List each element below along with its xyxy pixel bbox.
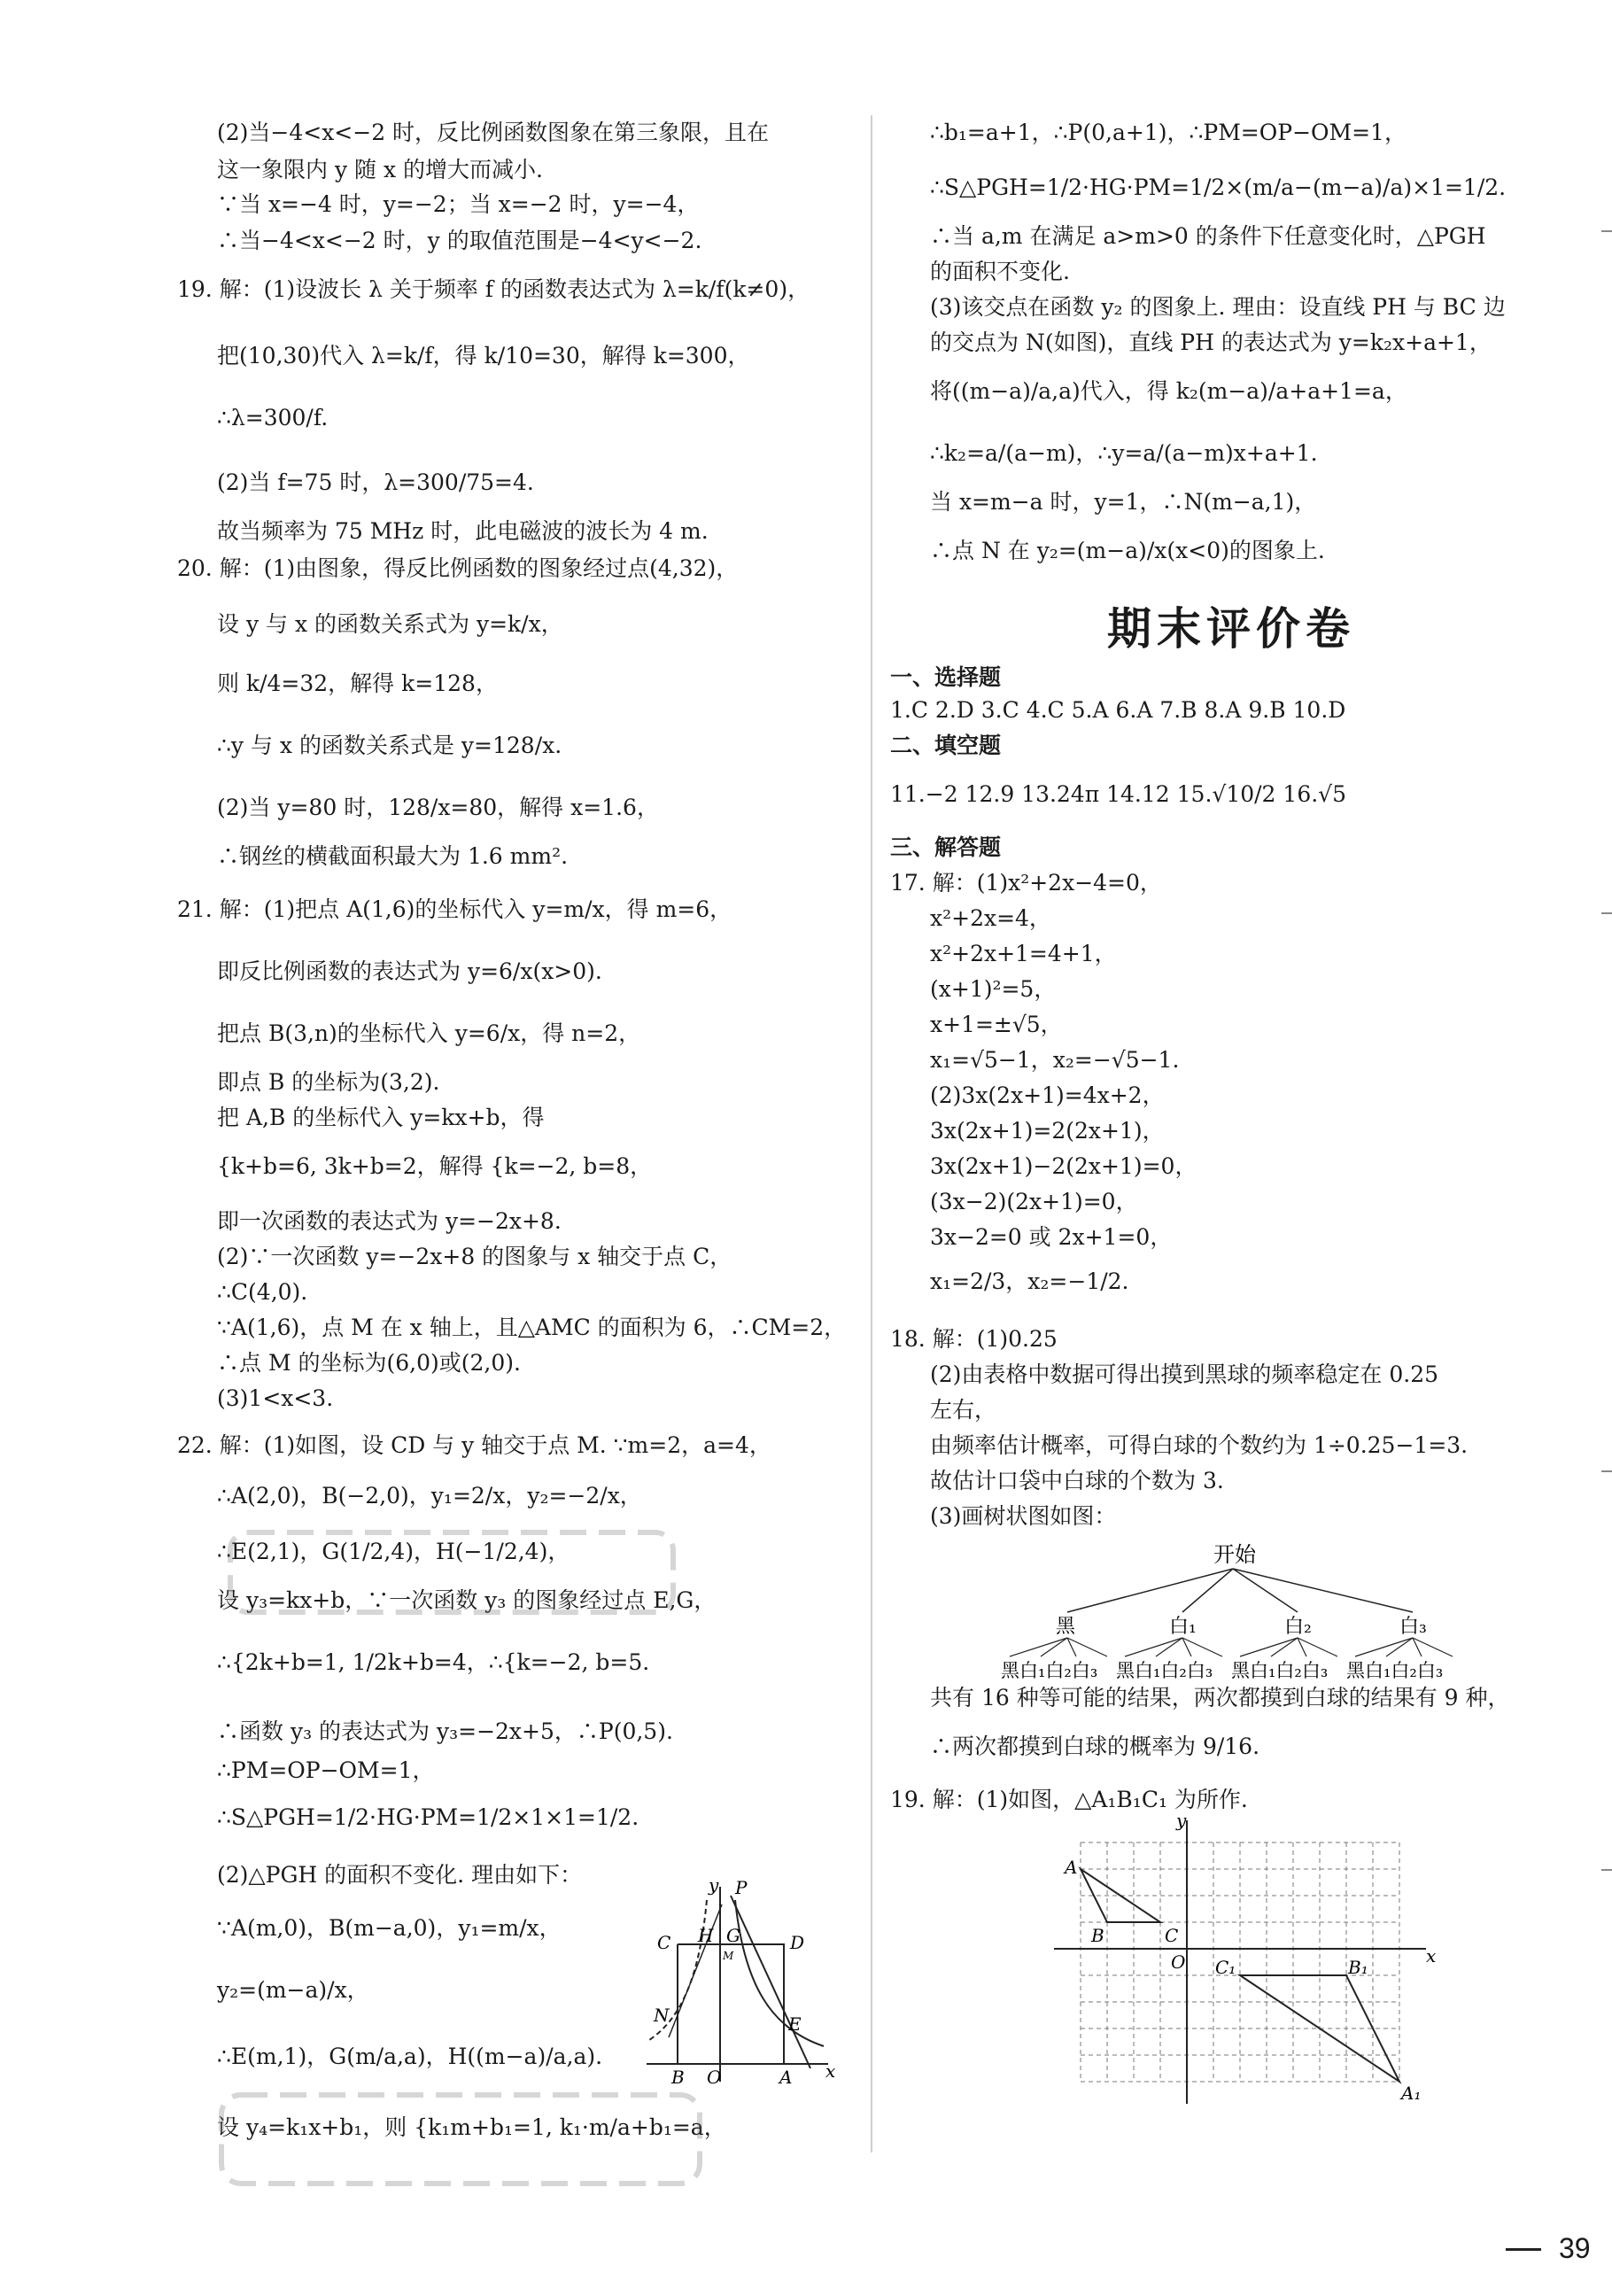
text-line: 故当频率为 75 MHz 时，此电磁波的波长为 4 m.	[217, 518, 709, 544]
text-line: 将((m−a)/a,a)代入，得 k₂(m−a)/a+a+1=a，	[930, 378, 1407, 404]
label-c: C	[1165, 1925, 1179, 1946]
label-d: D	[790, 1932, 805, 1953]
text-line: 当 x=m−a 时，y=1，∴N(m−a,1)，	[930, 489, 1317, 515]
label-y: y	[1176, 1816, 1187, 1831]
page-number-dash	[1506, 2248, 1541, 2251]
page-number: 39	[1559, 2232, 1591, 2264]
text-line: (2)∵一次函数 y=−2x+8 的图象与 x 轴交于点 C，	[217, 1244, 732, 1269]
text-line: (2)当 f=75 时，λ=300/75=4.	[217, 469, 534, 495]
tree-edge	[1233, 1569, 1413, 1612]
text-line: ∴A(2,0)，B(−2,0)，y₁=2/x，y₂=−2/x，	[217, 1483, 642, 1509]
text-line: 即反比例函数的表达式为 y=6/x(x>0).	[217, 958, 602, 984]
text-line: ∴当 a,m 在满足 a>m>0 的条件下任意变化时，△PGH	[930, 223, 1486, 249]
label-h: H	[698, 1925, 714, 1946]
text-line: 由频率估计概率，可得白球的个数约为 1÷0.25−1=3.	[930, 1432, 1469, 1458]
text-line: 则 k/4=32，解得 k=128，	[217, 671, 498, 696]
text-line: (3)1<x<3.	[217, 1385, 334, 1411]
text-line: ∴E(2,1)，G(1/2,4)，H(−1/2,4)，	[217, 1539, 570, 1564]
text-line: ∴点 N 在 y₂=(m−a)/x(x<0)的图象上.	[930, 538, 1325, 563]
curve-y1	[735, 1900, 824, 2046]
text-line: 的交点为 N(如图)，直线 PH 的表达式为 y=k₂x+a+1，	[930, 330, 1492, 355]
label-x: x	[825, 2060, 836, 2082]
tree-edge	[1233, 1569, 1298, 1612]
text-line: 22. 解：(1)如图，设 CD 与 y 轴交于点 M. ∵m=2，a=4，	[177, 1432, 771, 1458]
text-line: 即点 B 的坐标为(3,2).	[217, 1069, 440, 1095]
page-edge-mark	[1601, 1470, 1612, 1472]
column-divider	[871, 115, 872, 2152]
text-line: 17. 解：(1)x²+2x−4=0，	[890, 870, 1162, 896]
text-line: ∴当−4<x<−2 时，y 的取值范围是−4<y<−2.	[217, 228, 702, 253]
text-line: 设 y 与 x 的函数关系式为 y=k/x，	[217, 611, 563, 637]
page-edge-mark	[1601, 230, 1612, 232]
text-line: ∴λ=300/f.	[217, 405, 329, 430]
label-g: G	[726, 1925, 740, 1946]
line-pe	[731, 1896, 810, 2068]
label-n: N	[654, 2005, 670, 2026]
label-c: C	[657, 1932, 671, 1953]
text-line: x²+2x=4，	[930, 905, 1051, 931]
text-line: ∵A(m,0)，B(m−a,0)，y₁=m/x，	[217, 1915, 562, 1941]
tree-diagram	[992, 1537, 1488, 1683]
text-line: 3x(2x+1)=2(2x+1)，	[930, 1118, 1165, 1144]
text-line: ∵当 x=−4 时，y=−2；当 x=−2 时，y=−4，	[217, 191, 700, 217]
text-line: ∴函数 y₃ 的表达式为 y₃=−2x+5，∴P(0,5).	[217, 1718, 673, 1744]
text-line: 的面积不变化.	[930, 259, 1070, 284]
tree-node-l1: 白₃	[1399, 1616, 1427, 1638]
tree-root: 开始	[1213, 1542, 1256, 1567]
choice-answers: 1.C 2.D 3.C 4.C 5.A 6.A 7.B 8.A 9.B 10.D	[890, 697, 1346, 723]
text-line: 20. 解：(1)由图象，得反比例函数的图象经过点(4,32)，	[177, 555, 739, 581]
text-line: 即一次函数的表达式为 y=−2x+8.	[217, 1208, 562, 1234]
text-line: ∴两次都摸到白球的概率为 9/16.	[930, 1734, 1260, 1759]
text-line: 左右，	[930, 1397, 997, 1423]
text-line: 3x−2=0 或 2x+1=0，	[930, 1224, 1173, 1250]
text-line: x₁=2/3，x₂=−1/2.	[930, 1268, 1129, 1294]
section-heading: 一、选择题	[890, 664, 1002, 690]
text-line: ∵A(1,6)，点 M 在 x 轴上，且△AMC 的面积为 6，∴CM=2，	[217, 1315, 847, 1340]
text-line: 把(10,30)代入 λ=k/f，得 k/10=30，解得 k=300，	[217, 343, 750, 368]
label-e: E	[788, 2013, 802, 2035]
label-o: O	[1171, 1951, 1186, 1973]
text-line: 19. 解：(1)如图，△A₁B₁C₁ 为所作.	[890, 1787, 1248, 1812]
tree-node-l2: 黑白₁白₂白₃	[1346, 1660, 1444, 1681]
hyperbola-graph	[638, 1878, 841, 2090]
text-line: (3x−2)(2x+1)=0，	[930, 1189, 1138, 1214]
watermark-stamp-top	[221, 1519, 682, 1625]
text-line: 把点 B(3,n)的坐标代入 y=6/x，得 n=2，	[217, 1020, 641, 1046]
label-a1: A₁	[1401, 2083, 1422, 2104]
label-b: B	[1091, 1925, 1104, 1946]
text-line: 3x(2x+1)−2(2x+1)=0，	[930, 1153, 1197, 1179]
text-line: 19. 解：(1)设波长 λ 关于频率 f 的函数表达式为 λ=k/f(k≠0)，	[177, 276, 810, 302]
tree-node-l2: 黑白₁白₂白₃	[1231, 1660, 1329, 1681]
text-line: (2)当 y=80 时，128/x=80，解得 x=1.6，	[217, 795, 659, 820]
page-edge-mark	[1601, 912, 1612, 914]
text-line: 故估计口袋中白球的个数为 3.	[930, 1468, 1224, 1493]
text-line: y₂=(m−a)/x，	[217, 1977, 369, 2003]
label-x: x	[1426, 1945, 1437, 1966]
text-line: 设 y₄=k₁x+b₁，则 {k₁m+b₁=1, k₁·m/a+b₁=a，	[217, 2114, 726, 2140]
text-line: x²+2x+1=4+1，	[930, 941, 1117, 966]
text-line: 21. 解：(1)把点 A(1,6)的坐标代入 y=m/x，得 m=6，	[177, 896, 732, 922]
tree-node-l2: 黑白₁白₂白₃	[1001, 1660, 1098, 1681]
section-heading: 二、填空题	[890, 733, 1002, 758]
text-line: (2)3x(2x+1)=4x+2，	[930, 1082, 1165, 1108]
text-line: (3)画树状图如图：	[930, 1503, 1117, 1529]
tree-node-l1: 黑	[1056, 1616, 1076, 1638]
tree-node-l1: 白₁	[1169, 1616, 1197, 1638]
text-line: ∴C(4,0).	[217, 1279, 308, 1305]
tree-node-l1: 白₂	[1284, 1616, 1312, 1638]
text-line: ∴E(m,1)，G(m/a,a)，H((m−a)/a,a).	[217, 2044, 603, 2069]
label-m: M	[723, 1950, 734, 1962]
rectangle-bcd	[678, 1944, 784, 2064]
fill-answers: 11.−2 12.9 13.24π 14.12 15.√10/2 16.√5	[890, 781, 1347, 807]
text-line: ∴y 与 x 的函数关系式是 y=128/x.	[217, 733, 562, 758]
text-line: x+1=±√5，	[930, 1012, 1063, 1037]
text-line: ∴点 M 的坐标为(6,0)或(2,0).	[217, 1350, 521, 1376]
text-line: (2)△PGH 的面积不变化. 理由如下：	[217, 1862, 583, 1888]
text-line: x₁=√5−1，x₂=−√5−1.	[930, 1047, 1180, 1073]
text-line: {k+b=6, 3k+b=2，解得 {k=−2, b=8，	[217, 1153, 653, 1179]
text-line: ∴b₁=a+1，∴P(0,a+1)，∴PM=OP−OM=1，	[930, 120, 1407, 145]
tree-node-l2: 黑白₁白₂白₃	[1116, 1660, 1213, 1681]
text-line: 设 y₃=kx+b，∵一次函数 y₃ 的图象经过点 E,G，	[217, 1587, 717, 1613]
label-b1: B₁	[1348, 1957, 1368, 1978]
label-a: A	[1065, 1857, 1078, 1878]
coordinate-grid	[1054, 1816, 1444, 2108]
section-heading: 三、解答题	[890, 834, 1002, 860]
text-line: ∴{2k+b=1, 1/2k+b=4，∴{k=−2, b=5.	[217, 1649, 650, 1675]
text-line: (x+1)²=5，	[930, 976, 1057, 1002]
text-line: 共有 16 种等可能的结果，两次都摸到白球的结果有 9 种，	[930, 1685, 1510, 1710]
text-line: 这一象限内 y 随 x 的增大而减小.	[217, 157, 543, 182]
label-b: B	[671, 2067, 685, 2088]
text-line: ∴S△PGH=1/2·HG·PM=1/2×1×1=1/2.	[217, 1804, 639, 1830]
text-line: 把 A,B 的坐标代入 y=kx+b，得	[217, 1105, 545, 1130]
watermark-stamp-bottom	[213, 2082, 709, 2197]
label-p: P	[735, 1878, 748, 1898]
text-line: ∴S△PGH=1/2·HG·PM=1/2×(m/a−(m−a)/a)×1=1/2.	[930, 175, 1507, 200]
text-line: (3)该交点在函数 y₂ 的图象上. 理由：设直线 PH 与 BC 边	[930, 294, 1506, 320]
label-a: A	[779, 2067, 793, 2088]
label-y: y	[709, 1878, 719, 1896]
label-c1: C₁	[1215, 1957, 1236, 1978]
text-line: ∴k₂=a/(a−m)，∴y=a/(a−m)x+a+1.	[930, 440, 1318, 466]
page-edge-mark	[1601, 1869, 1612, 1871]
text-line: ∴钢丝的横截面积最大为 1.6 mm².	[217, 843, 569, 869]
exam-title: 期末评价卷	[1107, 603, 1355, 655]
text-line: (2)由表格中数据可得出摸到黑球的频率稳定在 0.25	[930, 1361, 1439, 1387]
label-o: O	[707, 2067, 722, 2088]
text-line: (2)当−4<x<−2 时，反比例函数图象在第三象限，且在	[217, 120, 770, 145]
tree-edges-l2	[1010, 1638, 1453, 1656]
text-line: 18. 解：(1)0.25	[890, 1326, 1058, 1352]
text-line: ∴PM=OP−OM=1，	[217, 1757, 435, 1783]
